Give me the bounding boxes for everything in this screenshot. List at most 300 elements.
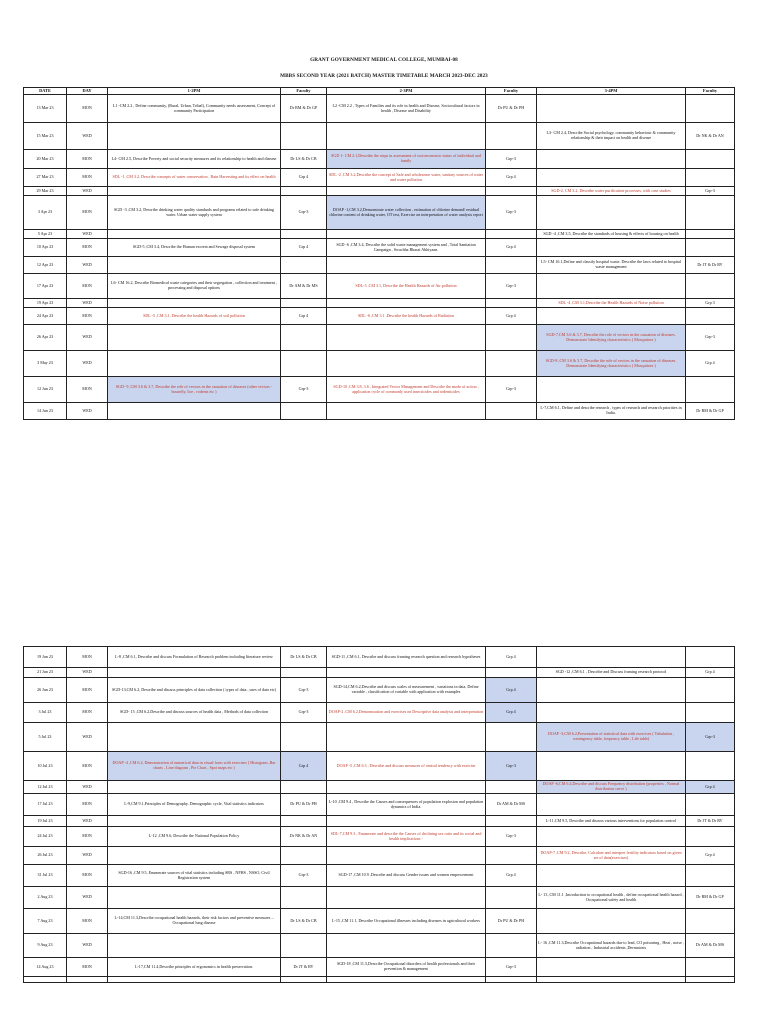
- day-cell: WED: [67, 257, 108, 274]
- faculty-3-4pm: Dr JT & Dr RV: [686, 816, 735, 827]
- faculty-3-4pm: [686, 703, 735, 723]
- date-cell: 12 Apr 23: [24, 257, 67, 274]
- date-cell: 24 Apr 23: [24, 308, 67, 325]
- faculty-3-4pm: Grp-3: [686, 325, 735, 351]
- session-2-3pm: SGD-11 ,CM 6.1, Describe and discuss framing research question and research hypotheses: [327, 647, 486, 668]
- faculty-1-2pm: Grp-3: [281, 196, 327, 230]
- table-row: [24, 794, 735, 816]
- session-2-3pm: [327, 187, 486, 196]
- faculty-1-2pm: [281, 847, 327, 865]
- faculty-2-3pm: Grp 4: [486, 169, 537, 187]
- timetable-subtitle: MBBS SECOND YEAR (2021 BATCH) MASTER TIMETABLE MARCH 2023-DEC 2023: [280, 73, 488, 79]
- session-1-2pm: L1 -CM 2.2 , Define community, (Rural, Urban, Tribal), Community needs assessment, Concept of community Participation: [108, 95, 281, 123]
- session-3-4pm: [537, 827, 686, 847]
- faculty-2-3pm: Grp 4: [486, 239, 537, 257]
- session-1-2pm: [108, 977, 281, 983]
- faculty-1-2pm: Dr LS & Dr CB: [281, 150, 327, 169]
- date-cell: 12 Jun 23: [24, 377, 67, 403]
- date-cell: 26 Jul 23: [24, 847, 67, 865]
- faculty-2-3pm: Grp-3: [486, 827, 537, 847]
- session-2-3pm: [327, 781, 486, 794]
- date-cell: 26 Apr 23: [24, 325, 67, 351]
- day-cell: WED: [67, 187, 108, 196]
- session-1-2pm: L-8 ,CM 6.1, Describe and discuss Formulation of Research problem including literature review: [108, 647, 281, 668]
- session-2-3pm: L-15 ,CM 11.1, Describe Occupational illnesses including diseases in agricultural workers: [327, 909, 486, 934]
- session-2-3pm: [327, 299, 486, 308]
- faculty-3-4pm: Dr AM & Dr MS: [686, 934, 735, 958]
- col-slot2-header: 2-3PM: [327, 88, 486, 95]
- date-cell: 5 Apr 23: [24, 230, 67, 239]
- faculty-2-3pm: [486, 887, 537, 909]
- faculty-1-2pm: [281, 351, 327, 377]
- faculty-3-4pm: Grp-3: [686, 187, 735, 196]
- session-3-4pm: [537, 377, 686, 403]
- day-cell: WED: [67, 403, 108, 420]
- table-row: [24, 647, 735, 668]
- faculty-2-3pm: Grp 4: [486, 703, 537, 723]
- faculty-2-3pm: [486, 934, 537, 958]
- faculty-3-4pm: [686, 239, 735, 257]
- session-2-3pm: [327, 977, 486, 983]
- faculty-1-2pm: [281, 299, 327, 308]
- table-row: [24, 847, 735, 865]
- faculty-3-4pm: [686, 909, 735, 934]
- session-2-3pm: [327, 325, 486, 351]
- faculty-3-4pm: Dr RM & Dr GP: [686, 403, 735, 420]
- day-cell: MON: [67, 752, 108, 781]
- date-cell: 9 Aug 23: [24, 934, 67, 958]
- session-1-2pm: SGD-16 ,CM 9.5, Enumerate sources of vital statistics including SRS , NFHS , NSSO, Civil Registration system: [108, 865, 281, 887]
- date-cell: 10 Jul 23: [24, 752, 67, 781]
- session-1-2pm: L4- CM 2.5, Describe Poverty and social security measures and its relationship to health and disease: [108, 150, 281, 169]
- day-cell: WED: [67, 299, 108, 308]
- session-1-2pm: [108, 187, 281, 196]
- session-1-2pm: [108, 257, 281, 274]
- faculty-3-4pm: [686, 169, 735, 187]
- table-row: [24, 308, 735, 325]
- date-cell: 15 Mar 23: [24, 123, 67, 150]
- session-2-3pm: [327, 257, 486, 274]
- session-3-4pm: L- 16 ,CM 11.3,Describe Occupational hazards due to lead, CO poisoning , Heat , noise , radiation , Industrial accidents ,Dermatosis: [537, 934, 686, 958]
- faculty-2-3pm: [486, 781, 537, 794]
- day-cell: WED: [67, 816, 108, 827]
- day-cell: MON: [67, 377, 108, 403]
- table-row: [24, 781, 735, 794]
- date-cell: 2 Aug 23: [24, 887, 67, 909]
- faculty-2-3pm: Grp 4: [486, 308, 537, 325]
- faculty-3-4pm: Grp 4: [686, 351, 735, 377]
- table-row: [24, 752, 735, 781]
- session-2-3pm: [327, 668, 486, 678]
- faculty-2-3pm: [486, 847, 537, 865]
- date-cell: 14 Jun 23: [24, 403, 67, 420]
- faculty-3-4pm: [686, 865, 735, 887]
- faculty-3-4pm: [686, 230, 735, 239]
- session-1-2pm: SDL -5 ,CM 3.1, Describe the health Hazards of soil pollution: [108, 308, 281, 325]
- faculty-2-3pm: Grp-3: [486, 958, 537, 977]
- day-cell: MON: [67, 647, 108, 668]
- table-row: [24, 827, 735, 847]
- faculty-3-4pm: [686, 95, 735, 123]
- session-2-3pm: [327, 816, 486, 827]
- faculty-3-4pm: Grp-3: [686, 723, 735, 752]
- faculty-3-4pm: Dr NK & Dr AN: [686, 123, 735, 150]
- faculty-2-3pm: Grp 4: [486, 865, 537, 887]
- table-row: [24, 668, 735, 678]
- faculty-3-4pm: [686, 977, 735, 983]
- day-cell: [67, 977, 108, 983]
- faculty-1-2pm: Grp-3: [281, 678, 327, 703]
- session-1-2pm: [108, 325, 281, 351]
- faculty-3-4pm: Grp 4: [686, 668, 735, 678]
- col-date-header: DATE: [24, 88, 67, 95]
- session-3-4pm: SGD -4 ,CM 3.5, Describe the standards of housing & effects of housing on health: [537, 230, 686, 239]
- session-3-4pm: SGD -12 ,CM 6.1 , Describe and Discuss framing research protocol: [537, 668, 686, 678]
- session-3-4pm: [537, 752, 686, 781]
- faculty-2-3pm: Grp-3: [486, 150, 537, 169]
- session-2-3pm: SDL-7,CM 9.3 , Enumerate and describe the Causes of declining sex ratio and its social and health implications -: [327, 827, 486, 847]
- table-row: [24, 351, 735, 377]
- date-cell: 20 Mar 23: [24, 150, 67, 169]
- table-row: [24, 299, 735, 308]
- session-1-2pm: SGD -3 ,CM 3.2, Describe drinking water quality standards and programs related to safe drinking water. Urban water supply system: [108, 196, 281, 230]
- faculty-1-2pm: Dr LS & Dr CB: [281, 909, 327, 934]
- session-2-3pm: [327, 351, 486, 377]
- faculty-1-2pm: Grp 4: [281, 308, 327, 325]
- faculty-2-3pm: Grp-3: [486, 752, 537, 781]
- table-row: [24, 377, 735, 403]
- col-faculty1-header: Faculty: [281, 88, 327, 95]
- date-cell: 19 Jul 23: [24, 816, 67, 827]
- session-3-4pm: L3- CM 2.4, Describe Social psychology, community behaviour & community relationship & their impact on health and disease: [537, 123, 686, 150]
- date-cell: 14 Aug 23: [24, 958, 67, 977]
- faculty-3-4pm: [686, 678, 735, 703]
- faculty-2-3pm: Grp-3: [486, 274, 537, 299]
- day-cell: MON: [67, 958, 108, 977]
- day-cell: MON: [67, 169, 108, 187]
- faculty-2-3pm: [486, 351, 537, 377]
- date-cell: 7 Aug 23: [24, 909, 67, 934]
- faculty-3-4pm: Grp 4: [686, 781, 735, 794]
- faculty-2-3pm: Dr PU & Dr PH: [486, 909, 537, 934]
- session-3-4pm: [537, 169, 686, 187]
- table-row: [24, 678, 735, 703]
- faculty-3-4pm: [686, 274, 735, 299]
- faculty-1-2pm: Dr RM & Dr GP: [281, 95, 327, 123]
- faculty-1-2pm: [281, 977, 327, 983]
- session-1-2pm: [108, 847, 281, 865]
- day-cell: WED: [67, 668, 108, 678]
- date-cell: 24 Jul 23: [24, 827, 67, 847]
- session-3-4pm: [537, 977, 686, 983]
- day-cell: WED: [67, 325, 108, 351]
- session-1-2pm: [108, 230, 281, 239]
- faculty-2-3pm: [486, 668, 537, 678]
- faculty-2-3pm: [486, 123, 537, 150]
- session-3-4pm: [537, 958, 686, 977]
- session-3-4pm: L-11,CM 9.5, Describe and discuss various interventions for population control: [537, 816, 686, 827]
- faculty-3-4pm: [686, 377, 735, 403]
- date-cell: 19 Jun 23: [24, 647, 67, 668]
- faculty-2-3pm: [486, 723, 537, 752]
- session-3-4pm: SGD-7,CM 3.6 & 3.7, Describe the role of vectors in the causation of diseases. Demonstrate Identifying characteristics ( Mosquitoes ): [537, 325, 686, 351]
- timetable-page-1: [23, 87, 735, 420]
- session-3-4pm: [537, 308, 686, 325]
- faculty-2-3pm: [486, 325, 537, 351]
- table-row: [24, 325, 735, 351]
- faculty-1-2pm: Grp-3: [281, 377, 327, 403]
- faculty-1-2pm: [281, 668, 327, 678]
- date-cell: 3 May 23: [24, 351, 67, 377]
- faculty-1-2pm: [281, 934, 327, 958]
- session-3-4pm: SDL -4 ,CM 3.1,Describe the Health Hazards of Noise pollution: [537, 299, 686, 308]
- faculty-2-3pm: [486, 299, 537, 308]
- faculty-3-4pm: Dr RM & Dr GP: [686, 887, 735, 909]
- session-3-4pm: [537, 95, 686, 123]
- date-cell: 5 Jul 23: [24, 723, 67, 752]
- faculty-1-2pm: Dr PU & Dr PH: [281, 794, 327, 816]
- faculty-3-4pm: Dr JT & Dr RV: [686, 257, 735, 274]
- session-1-2pm: SGD-5 ,CM 3.4, Describe the Human excreta and Sewage disposal system: [108, 239, 281, 257]
- faculty-3-4pm: [686, 150, 735, 169]
- table-row: [24, 977, 735, 983]
- session-1-2pm: L-17,CM 11.4,Describe principles of ergonomics in health preservation.: [108, 958, 281, 977]
- date-cell: 17 Apr 23: [24, 274, 67, 299]
- faculty-3-4pm: [686, 752, 735, 781]
- session-2-3pm: DOAP -1,CM 3.2,Demonstrate water collection , estimation of chlorine demand/ residual chlorine content of drinking water, OT test, Exercise on interpretation of water analysis report: [327, 196, 486, 230]
- session-2-3pm: L-10 ,CM 9.4 , Describe the Causes and consequences of population explosion and population dynamics of India.: [327, 794, 486, 816]
- session-2-3pm: [327, 934, 486, 958]
- table-row: [24, 123, 735, 150]
- table-row: [24, 958, 735, 977]
- session-1-2pm: [108, 781, 281, 794]
- date-cell: 19 Apr 23: [24, 299, 67, 308]
- table-row: [24, 196, 735, 230]
- session-1-2pm: DOAP -4 ,CM 6.2, Demonstration of numerical data in visual form with exercises ( Histogram ,Bar charts , Line diagram , Pie Chart , Spot maps etc ): [108, 752, 281, 781]
- session-2-3pm: [327, 123, 486, 150]
- faculty-1-2pm: [281, 781, 327, 794]
- session-1-2pm: [108, 299, 281, 308]
- faculty-3-4pm: [686, 308, 735, 325]
- faculty-1-2pm: Grp 4: [281, 752, 327, 781]
- session-3-4pm: L-7,CM 6.1, Define and describe research , types of research and research priorities in India.: [537, 403, 686, 420]
- session-1-2pm: [108, 351, 281, 377]
- faculty-1-2pm: Dr NK & Dr AN: [281, 827, 327, 847]
- session-1-2pm: [108, 668, 281, 678]
- table-row: [24, 887, 735, 909]
- session-1-2pm: SGD- 15 ,CM 6.2,Describe and discuss sources of health data , Methods of data collection: [108, 703, 281, 723]
- day-cell: MON: [67, 827, 108, 847]
- day-cell: WED: [67, 781, 108, 794]
- table-row: [24, 150, 735, 169]
- session-3-4pm: L5- CM 16.1,Define and classify hospital waste. Describe the laws related to hospital waste management: [537, 257, 686, 274]
- faculty-1-2pm: [281, 403, 327, 420]
- date-cell: [24, 977, 67, 983]
- session-2-3pm: L2 -CM 2.2 , Types of Families and its role in health and Disease, Sociocultural factors in health , Disease and Disability: [327, 95, 486, 123]
- session-3-4pm: [537, 865, 686, 887]
- session-3-4pm: SGD-8 ,CM 3.6 & 3.7, Describe the role of vectors in the causation of diseases. Demonstrate Identifying characteristics ( Mosquitoes ): [537, 351, 686, 377]
- faculty-1-2pm: [281, 230, 327, 239]
- session-2-3pm: [327, 847, 486, 865]
- table-row: [24, 239, 735, 257]
- session-3-4pm: L- 13 ,CM 11.1 ,Introduction to occupational health , define occupational health hazard , Occupational safety and health: [537, 887, 686, 909]
- day-cell: MON: [67, 196, 108, 230]
- faculty-2-3pm: [486, 977, 537, 983]
- day-cell: MON: [67, 794, 108, 816]
- session-3-4pm: [537, 909, 686, 934]
- faculty-3-4pm: [686, 196, 735, 230]
- table-row: [24, 703, 735, 723]
- session-2-3pm: SDL-3 ,CM 3.1, Describe the Health Hazards of Air pollution: [327, 274, 486, 299]
- faculty-1-2pm: [281, 123, 327, 150]
- session-2-3pm: SGD-18 ,CM 11.5,Describe Occupational disorders of health professionals and their prevention & management: [327, 958, 486, 977]
- day-cell: WED: [67, 230, 108, 239]
- date-cell: 3 Apr 23: [24, 196, 67, 230]
- faculty-3-4pm: [686, 827, 735, 847]
- session-1-2pm: SGD-13,CM 6.2, Describe and discuss principles of data collection ( types of data , uses of data etc): [108, 678, 281, 703]
- session-3-4pm: DOAP-7 ,CM 9.2, Describe, Calculate and interpret fertility indicators based on given set of data(exercises): [537, 847, 686, 865]
- faculty-2-3pm: Grp-3: [486, 377, 537, 403]
- faculty-1-2pm: Dr JT & RV: [281, 958, 327, 977]
- session-2-3pm: SGD-17 ,CM 10.9 ,Describe and discuss Gender issues and women empowerment: [327, 865, 486, 887]
- day-cell: WED: [67, 351, 108, 377]
- session-1-2pm: L-9,CM 9.1,Principles of Demography, Demographic cycle, Vital statistics indicators: [108, 794, 281, 816]
- faculty-2-3pm: [486, 403, 537, 420]
- session-1-2pm: L-12 ,CM 9.6, Describe the National Population Policy: [108, 827, 281, 847]
- faculty-1-2pm: Dr LS & Dr CB: [281, 647, 327, 668]
- session-1-2pm: SGD- 9 ,CM 3.6 & 3.7, Describe the role of vectors in the causation of diseases (other vectors - housefly, lice , rodents etc ): [108, 377, 281, 403]
- table-row: [24, 187, 735, 196]
- date-cell: 31 Jul 23: [24, 865, 67, 887]
- day-cell: WED: [67, 887, 108, 909]
- date-cell: 13 Mar 23: [24, 95, 67, 123]
- col-day-header: DAY: [67, 88, 108, 95]
- date-cell: 29 Mar 23: [24, 187, 67, 196]
- faculty-2-3pm: Dr AM & Dr MS: [486, 794, 537, 816]
- table-row: [24, 95, 735, 123]
- date-cell: 21 Jun 23: [24, 668, 67, 678]
- session-1-2pm: [108, 816, 281, 827]
- faculty-1-2pm: [281, 723, 327, 752]
- table-row: [24, 934, 735, 958]
- day-cell: MON: [67, 703, 108, 723]
- faculty-1-2pm: Grp-3: [281, 703, 327, 723]
- day-cell: MON: [67, 95, 108, 123]
- table-row: [24, 723, 735, 752]
- session-1-2pm: [108, 934, 281, 958]
- table-row: [24, 169, 735, 187]
- faculty-1-2pm: [281, 187, 327, 196]
- faculty-3-4pm: Grp 4: [686, 847, 735, 865]
- day-cell: WED: [67, 723, 108, 752]
- col-faculty2-header: Faculty: [486, 88, 537, 95]
- session-2-3pm: DOAP-2 ,CM 6.2,Demonstration and exercises on Descriptive data analysis and interpretation: [327, 703, 486, 723]
- faculty-1-2pm: Grp-3: [281, 865, 327, 887]
- date-cell: 12 Jul 23: [24, 781, 67, 794]
- session-1-2pm: [108, 887, 281, 909]
- session-3-4pm: DOAP -6,CM 6.4,Describe and discuss Frequency distribution (properties , Normal distribution curve ): [537, 781, 686, 794]
- day-cell: MON: [67, 239, 108, 257]
- session-2-3pm: [327, 403, 486, 420]
- col-slot1-header: 1-2PM: [108, 88, 281, 95]
- day-cell: MON: [67, 909, 108, 934]
- faculty-1-2pm: [281, 887, 327, 909]
- date-cell: 10 Apr 23: [24, 239, 67, 257]
- session-2-3pm: SGD -6 ,CM 3.4, Describe the solid waste management system and , Total Sanitation Campaign , Swachha Bharat Abhiyaan.: [327, 239, 486, 257]
- session-3-4pm: SGD-2, CM 3.2, Describe water purification processes, with case studies: [537, 187, 686, 196]
- date-cell: 26 Jun 23: [24, 678, 67, 703]
- session-2-3pm: [327, 887, 486, 909]
- faculty-2-3pm: Grp 4: [486, 647, 537, 668]
- table-row: [24, 865, 735, 887]
- session-3-4pm: DOAP -3,CM 6.2,Presentation of statistical data with exercises ( Tabulation , contingency table, frequency table , Life table): [537, 723, 686, 752]
- day-cell: WED: [67, 847, 108, 865]
- faculty-2-3pm: Dr PU & Dr PH: [486, 95, 537, 123]
- timetable-page-2: [23, 646, 735, 983]
- session-3-4pm: [537, 239, 686, 257]
- col-faculty3-header: Faculty: [686, 88, 735, 95]
- day-cell: MON: [67, 678, 108, 703]
- session-2-3pm: SGD-14,CM 6.2,Describe and discuss scales of measurement , variations in data, Define variable , classification of variable with application with examples: [327, 678, 486, 703]
- session-1-2pm: SDL -1 ,CM 3.2, Describe concepts of water conservation , Rain Harvesting and its effect on health: [108, 169, 281, 187]
- faculty-1-2pm: [281, 257, 327, 274]
- session-3-4pm: [537, 647, 686, 668]
- faculty-2-3pm: Grp-3: [486, 196, 537, 230]
- session-1-2pm: [108, 123, 281, 150]
- table-row: [24, 403, 735, 420]
- col-slot3-header: 3-4PM: [537, 88, 686, 95]
- table-row: [24, 909, 735, 934]
- faculty-3-4pm: [686, 794, 735, 816]
- faculty-1-2pm: [281, 325, 327, 351]
- session-3-4pm: [537, 794, 686, 816]
- session-3-4pm: [537, 703, 686, 723]
- header-row: [24, 88, 735, 95]
- session-1-2pm: [108, 723, 281, 752]
- session-3-4pm: [537, 150, 686, 169]
- table-row: [24, 230, 735, 239]
- faculty-2-3pm: [486, 816, 537, 827]
- faculty-1-2pm: Dr AM & Dr MS: [281, 274, 327, 299]
- faculty-2-3pm: [486, 257, 537, 274]
- table-row: [24, 274, 735, 299]
- college-title: GRANT GOVERNMENT MEDICAL COLLEGE, MUMBAI-08: [310, 57, 458, 63]
- day-cell: MON: [67, 865, 108, 887]
- faculty-3-4pm: [686, 958, 735, 977]
- table-row: [24, 816, 735, 827]
- faculty-3-4pm: [686, 647, 735, 668]
- session-1-2pm: L6- CM 16.2, Describe Biomedical waste categories and their segregation , collection and treatment , processing and disposal options: [108, 274, 281, 299]
- session-2-3pm: SGD 1- CM 2.1,Describe the steps in assessment of socioeconomic status of individual and family: [327, 150, 486, 169]
- session-2-3pm: [327, 723, 486, 752]
- table-row: [24, 257, 735, 274]
- session-2-3pm: SDL -6 ,CM 3.1 ,Describe the health Hazards of Radiation: [327, 308, 486, 325]
- faculty-1-2pm: Grp 4: [281, 239, 327, 257]
- faculty-2-3pm: [486, 187, 537, 196]
- session-3-4pm: [537, 678, 686, 703]
- session-1-2pm: [108, 403, 281, 420]
- faculty-1-2pm: [281, 816, 327, 827]
- session-2-3pm: SGD-10 ,CM 3.8, 3.6 , Integrated Vector Management and Describe the mode of action , application cycle of commonly used insecticides and rodenticides: [327, 377, 486, 403]
- session-2-3pm: DOAP -5 ,CM 6.3 , Describe and discuss measures of central tendency with exercise: [327, 752, 486, 781]
- session-1-2pm: L-14,CM 11.3,Describe occupational health hazards, their risk factors and preventive measures – Occupational lung disease: [108, 909, 281, 934]
- day-cell: MON: [67, 150, 108, 169]
- faculty-1-2pm: Grp 4: [281, 169, 327, 187]
- day-cell: WED: [67, 934, 108, 958]
- faculty-3-4pm: Grp 3: [686, 299, 735, 308]
- date-cell: 27 Mar 23: [24, 169, 67, 187]
- date-cell: 3 Jul 23: [24, 703, 67, 723]
